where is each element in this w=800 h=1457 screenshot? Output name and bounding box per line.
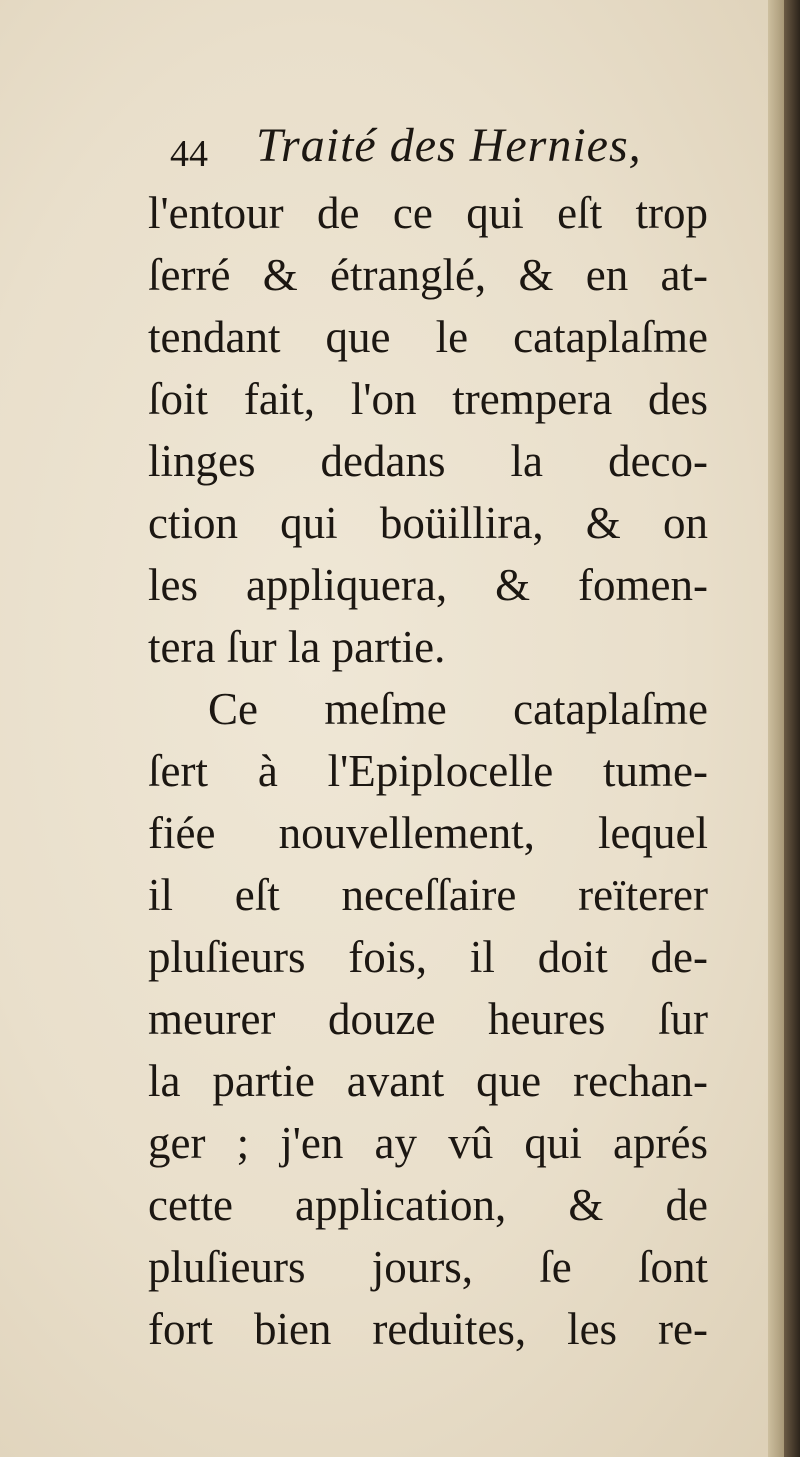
text-line: la partie avant que rechan- [148,1056,708,1106]
body-text [148,182,708,1360]
text-line: il eſt neceſſaire reïterer [148,870,708,920]
text-line: ſoit fait, l'on trempera des [148,374,708,424]
text-line: fort bien reduites, les re- [148,1304,708,1354]
text-line: linges dedans la deco- [148,436,708,486]
text-line: fiée nouvellement, lequel [148,808,708,858]
text-line: ction qui boüillira, & on [148,498,708,548]
page-header [170,112,710,176]
text-line: ſert à l'Epiplocelle tume- [148,746,708,796]
text-line: les appliquera, & fomen- [148,560,708,610]
text-line: cette application, & de [148,1180,708,1230]
text-line: ger ; j'en ay vû qui aprés [148,1118,708,1168]
text-line: ſerré & étranglé, & en at- [148,250,708,300]
book-spine-edge [784,0,800,1457]
page-number: 44 [170,133,208,175]
page-edge-shadow [768,0,784,1457]
text-line: pluſieurs fois, il doit de- [148,932,708,982]
running-title: Traité des Hernies, [256,119,642,172]
text-line: meurer douze heures ſur [148,994,708,1044]
text-line: l'entour de ce qui eſt trop [148,188,708,238]
text-line: pluſieurs jours, ſe ſont [148,1242,708,1292]
text-line: tera ſur la partie. [148,622,446,672]
text-line: tendant que le cataplaſme [148,312,708,362]
text-line: Ce meſme cataplaſme [208,684,708,734]
